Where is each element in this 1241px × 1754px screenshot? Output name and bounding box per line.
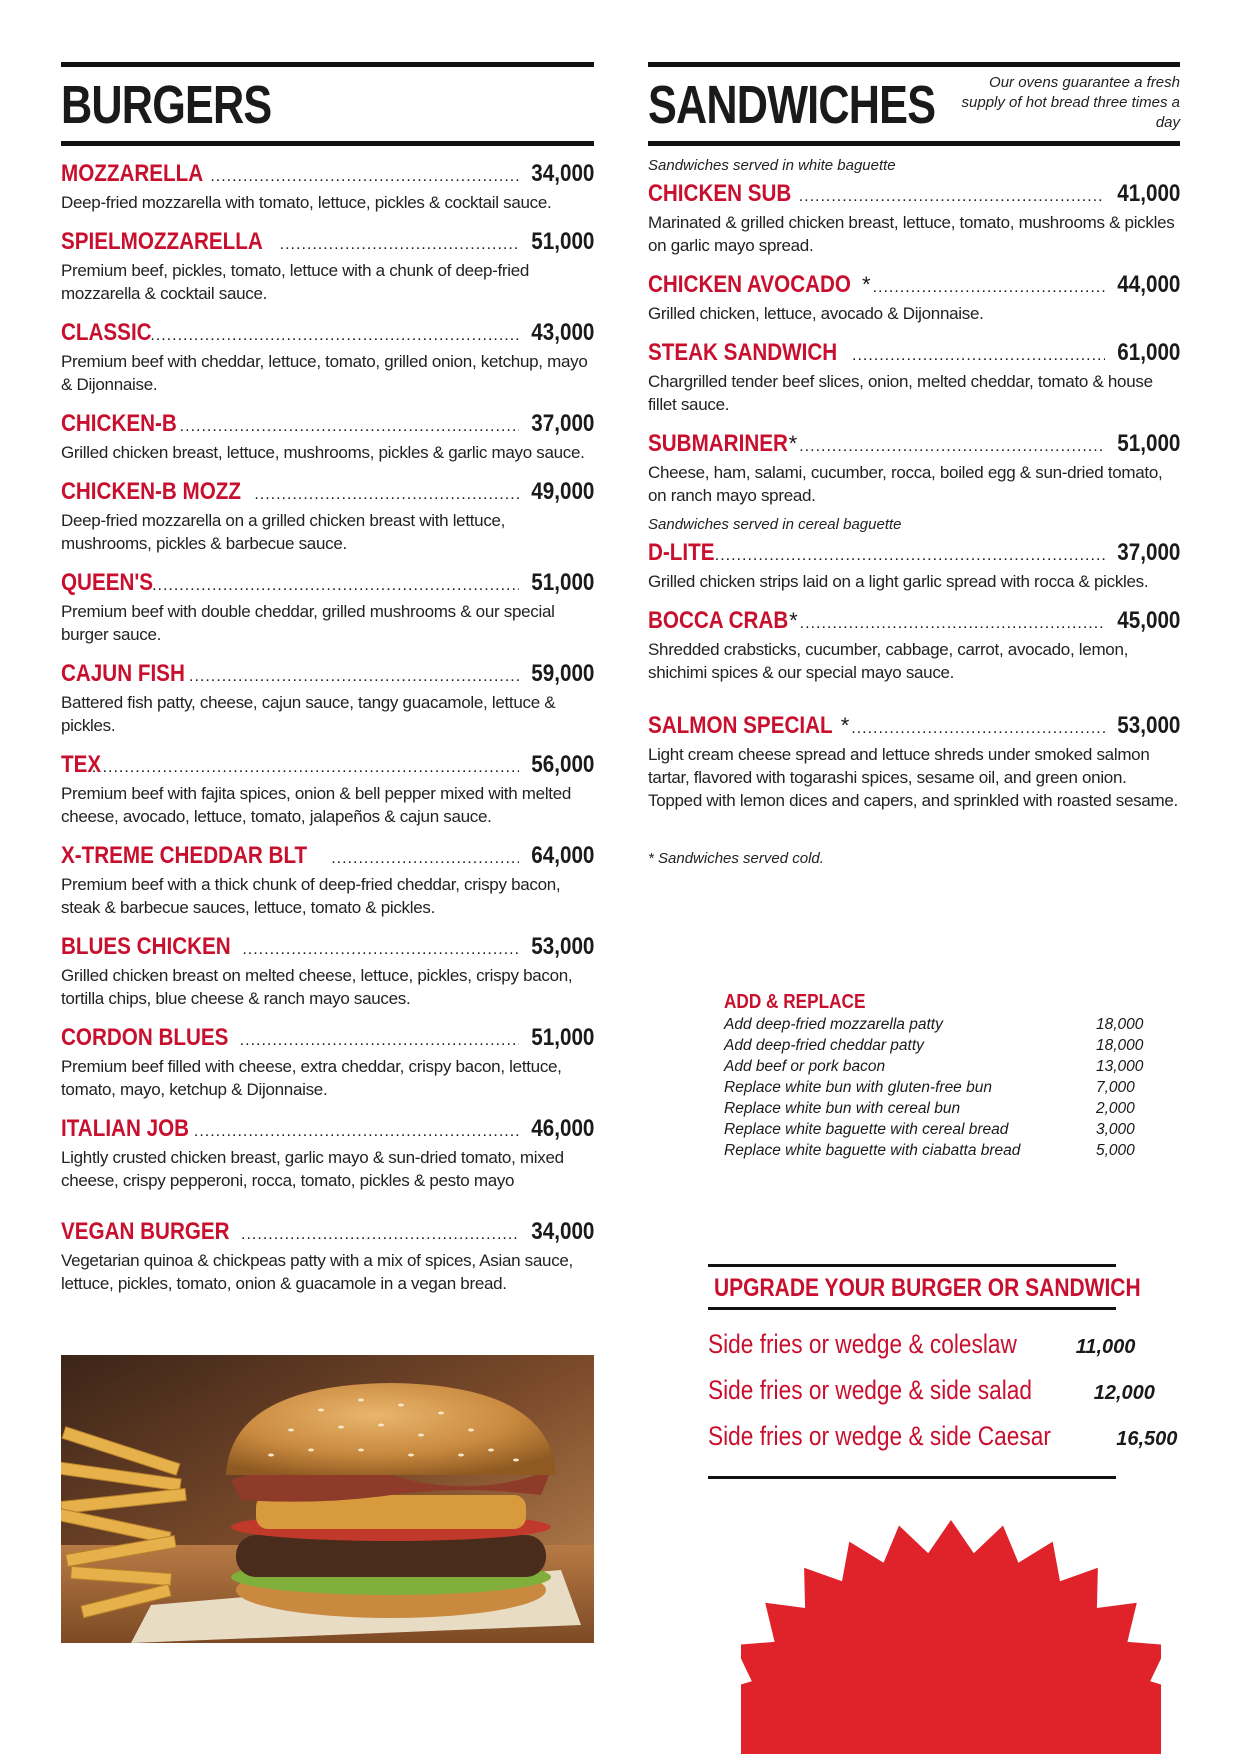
sandwiches-bread-note: Our ovens guarantee a fresh supply of hot bread three times a day (961, 74, 1180, 131)
menu-item-header (648, 539, 1180, 570)
dot-leader (194, 1118, 519, 1146)
cold-footnote: * Sandwiches served cold. (648, 850, 824, 867)
menu-item-name: CHICKEN AVOCADO (648, 271, 851, 298)
menu-item-header (648, 430, 1180, 461)
dot-leader (210, 163, 518, 191)
add-replace-label: Add deep-fried mozzarella patty (724, 1016, 943, 1033)
menu-item-description: Battered fish patty, cheese, cajun sauce, tangy guacamole, lettuce & pickles. (61, 693, 556, 735)
menu-item-header (648, 339, 1180, 370)
menu-item-price: 51,000 (530, 228, 594, 255)
menu-item-name: TEX (61, 751, 102, 778)
starburst-decoration (741, 1500, 1161, 1754)
upgrade-header (708, 1264, 1141, 1310)
add-replace-price: 18,000 (1096, 1037, 1144, 1054)
burger-list (61, 160, 594, 1295)
cereal-baguette-list (648, 539, 1180, 812)
menu-item-name: SUBMARINER (648, 430, 788, 457)
starburst-shape (741, 1500, 1161, 1754)
menu-item (61, 1024, 594, 1101)
menu-item-name: D-LITE (648, 539, 715, 566)
menu-item (61, 160, 594, 214)
dot-leader (189, 663, 519, 691)
menu-item-description: Grilled chicken strips laid on a light garlic spread with rocca & pickles. (648, 572, 1149, 591)
menu-item-price: 51,000 (530, 569, 594, 596)
menu-item-header (61, 319, 594, 350)
menu-item-price: 53,000 (530, 933, 594, 960)
menu-item-name: CLASSIC (61, 319, 152, 346)
menu-item-description: Premium beef filled with cheese, extra cheddar, crispy bacon, lettuce, tomato, mayo, ketchup & Dijonnaise. (61, 1057, 562, 1099)
upgrade-price: 12,000 (1093, 1382, 1155, 1404)
menu-item-price: 37,000 (530, 410, 594, 437)
menu-item-name: CAJUN FISH (61, 660, 185, 687)
menu-item-header (648, 607, 1180, 638)
add-replace-section (724, 990, 1154, 1161)
menu-item-description: Shredded crabsticks, cucumber, cabbage, carrot, avocado, lemon, shichimi spices & our special mayo sauce. (648, 640, 1129, 682)
dot-leader (180, 413, 519, 441)
burgers-header (61, 62, 594, 146)
menu-item-description: Premium beef with cheddar, lettuce, tomato, grilled onion, ketchup, mayo & Dijonnaise. (61, 352, 588, 394)
upgrade-row (708, 1420, 1178, 1452)
upgrade-title: UPGRADE YOUR BURGER OR SANDWICH (714, 1274, 1141, 1302)
burger-photo-illustration (61, 1355, 594, 1643)
burgers-section (61, 62, 594, 1295)
sandwiches-header (648, 62, 1180, 146)
menu-item-header (61, 478, 594, 509)
menu-item (648, 180, 1180, 257)
upgrade-price: 11,000 (1075, 1336, 1136, 1358)
menu-item-description: Grilled chicken breast, lettuce, mushrooms, pickles & garlic mayo sauce. (61, 443, 585, 462)
menu-item (648, 430, 1180, 507)
menu-item-name: X-TREME CHEDDAR BLT (61, 842, 308, 869)
menu-item-cold-mark: * (862, 272, 871, 297)
menu-item-price: 64,000 (530, 842, 594, 869)
menu-item-name: ITALIAN JOB (61, 1115, 190, 1142)
menu-item-description: Lightly crusted chicken breast, garlic mayo & sun-dried tomato, mixed cheese, crispy pepperoni, rocca, tomato, pickles & pesto mayo (61, 1148, 564, 1190)
burger-photo (61, 1355, 594, 1643)
dot-leader (799, 433, 1104, 461)
menu-item-price: 56,000 (530, 751, 594, 778)
dot-leader (799, 183, 1105, 211)
menu-item-name: STEAK SANDWICH (648, 339, 838, 366)
menu-item-description: Grilled chicken, lettuce, avocado & Dijonnaise. (648, 304, 984, 323)
menu-item-description: Deep-fried mozzarella with tomato, lettuce, pickles & cocktail sauce. (61, 193, 552, 212)
menu-item (61, 410, 594, 464)
dot-leader (709, 542, 1104, 570)
dot-leader (240, 1027, 519, 1055)
menu-item-description: Grilled chicken breast on melted cheese, lettuce, pickles, crispy bacon, tortilla chips, blue cheese & ranch mayo sauces. (61, 966, 573, 1008)
upgrade-row (708, 1374, 1155, 1406)
menu-item (61, 569, 594, 646)
menu-item-header (61, 660, 594, 691)
menu-item (648, 271, 1180, 325)
upgrade-label: Side fries or wedge & coleslaw (708, 1329, 1017, 1359)
menu-item (61, 319, 594, 396)
add-replace-price: 13,000 (1096, 1058, 1144, 1075)
add-replace-row (724, 1077, 1146, 1098)
dot-leader (331, 845, 518, 873)
menu-item-price: 59,000 (530, 660, 594, 687)
dot-leader (873, 274, 1105, 302)
menu-item-header (61, 751, 594, 782)
add-replace-title: ADD & REPLACE (724, 991, 866, 1013)
menu-item-description: Cheese, ham, salami, cucumber, rocca, boiled egg & sun-dried tomato, on ranch mayo spread. (648, 463, 1163, 505)
upgrade-bottom-rule (708, 1476, 1116, 1479)
menu-item-header (61, 842, 594, 873)
menu-item-price: 51,000 (1116, 430, 1180, 457)
upgrade-list (708, 1328, 1178, 1452)
dot-leader (280, 231, 519, 259)
menu-item-price: 34,000 (530, 1218, 594, 1245)
menu-item-price: 34,000 (530, 160, 594, 187)
menu-item-name: CHICKEN-B (61, 410, 177, 437)
add-replace-price: 2,000 (1096, 1100, 1135, 1117)
menu-item-name: SPIELMOZZARELLA (61, 228, 263, 255)
menu-item-price: 61,000 (1116, 339, 1180, 366)
add-replace-row (724, 1098, 1146, 1119)
menu-item-price: 37,000 (1116, 539, 1180, 566)
menu-item-price: 41,000 (1116, 180, 1180, 207)
menu-item-header (61, 1024, 594, 1055)
upgrade-price: 16,500 (1116, 1428, 1178, 1450)
add-replace-price: 5,000 (1096, 1142, 1135, 1159)
menu-item-name: QUEEN'S (61, 569, 154, 596)
dot-leader (241, 1221, 519, 1249)
menu-item-description: Premium beef with a thick chunk of deep-fried cheddar, crispy bacon, steak & barbecue sauces, lettuce, tomato & pickles. (61, 875, 561, 917)
menu-item-header (61, 228, 594, 259)
add-replace-row (724, 1119, 1146, 1140)
menu-item (61, 751, 594, 828)
menu-item-price: 43,000 (530, 319, 594, 346)
add-replace-list (724, 1014, 1154, 1161)
menu-item-name: CHICKEN-B MOZZ (61, 478, 242, 505)
menu-item (61, 842, 594, 919)
menu-item-name: CORDON BLUES (61, 1024, 229, 1051)
menu-item-description: Premium beef with fajita spices, onion & bell pepper mixed with melted cheese, avocado, lettuce, tomato, jalapeños & cajun sauce. (61, 784, 572, 826)
add-replace-row (724, 1056, 1146, 1077)
cereal-baguette-note: Sandwiches served in cereal baguette (648, 516, 902, 533)
add-replace-label: Replace white baguette with ciabatta bread (724, 1142, 1021, 1159)
menu-item (61, 478, 594, 555)
dot-leader (800, 610, 1105, 638)
menu-item-description: Premium beef with double cheddar, grilled mushrooms & our special burger sauce. (61, 602, 555, 644)
add-replace-row (724, 1014, 1146, 1035)
menu-item-price: 45,000 (1116, 607, 1180, 634)
menu-item-header (648, 180, 1180, 211)
add-replace-row (724, 1035, 1146, 1056)
dot-leader (242, 936, 518, 964)
menu-item-header (61, 1115, 594, 1146)
add-replace-price: 3,000 (1096, 1121, 1135, 1138)
menu-item (648, 339, 1180, 416)
add-replace-label: Add deep-fried cheddar patty (724, 1037, 924, 1054)
menu-item (61, 1115, 594, 1192)
upgrade-row (708, 1328, 1136, 1360)
sandwiches-title: SANDWICHES (648, 75, 936, 135)
add-replace-row (724, 1140, 1146, 1161)
menu-item (61, 228, 594, 305)
dot-leader (152, 572, 519, 600)
add-replace-label: Add beef or pork bacon (724, 1058, 886, 1075)
menu-item (648, 607, 1180, 684)
upgrade-label: Side fries or wedge & side Caesar (708, 1421, 1051, 1451)
add-replace-label: Replace white baguette with cereal bread (724, 1121, 1009, 1138)
menu-item (61, 933, 594, 1010)
menu-item-name: SALMON SPECIAL (648, 712, 833, 739)
upgrade-section (708, 1264, 1178, 1479)
menu-item-header (648, 712, 1180, 743)
menu-item (61, 660, 594, 737)
burgers-title: BURGERS (61, 75, 272, 135)
menu-item (648, 539, 1180, 593)
menu-item-cold-mark: * (789, 608, 798, 633)
menu-item-name: CHICKEN SUB (648, 180, 792, 207)
menu-item-header (648, 271, 1180, 302)
add-replace-label: Replace white bun with cereal bun (724, 1100, 961, 1117)
dot-leader (150, 322, 518, 350)
menu-item-header (61, 410, 594, 441)
menu-item-header (61, 160, 594, 191)
menu-item-description: Chargrilled tender beef slices, onion, melted cheddar, tomato & house fillet sauce. (648, 372, 1153, 414)
menu-item-description: Vegetarian quinoa & chickpeas patty with a mix of spices, Asian sauce, lettuce, pickles, tomato, onion & guacamole in a vegan bread. (61, 1251, 573, 1293)
menu-item-price: 46,000 (530, 1115, 594, 1142)
dot-leader (92, 754, 519, 782)
menu-item-header (61, 1218, 594, 1249)
menu-item-header (61, 569, 594, 600)
menu-item-description: Marinated & grilled chicken breast, lettuce, tomato, mushrooms & pickles on garlic mayo spread. (648, 213, 1175, 255)
white-baguette-list (648, 180, 1180, 507)
menu-item-price: 53,000 (1116, 712, 1180, 739)
menu-item-name: BLUES CHICKEN (61, 933, 231, 960)
menu-item-cold-mark: * (788, 431, 798, 456)
add-replace-label: Replace white bun with gluten-free bun (724, 1079, 992, 1096)
menu-item-price: 51,000 (530, 1024, 594, 1051)
menu-item-description: Deep-fried mozzarella on a grilled chicken breast with lettuce, mushrooms, pickles & barbecue sauce. (61, 511, 506, 553)
menu-item-description: Premium beef, pickles, tomato, lettuce with a chunk of deep-fried mozzarella & cocktail sauce. (61, 261, 530, 303)
sandwiches-section (648, 62, 1180, 867)
menu-item-cold-mark: * (840, 713, 850, 738)
menu-item (61, 1218, 594, 1295)
upgrade-label: Side fries or wedge & side salad (708, 1375, 1033, 1405)
menu-item-name: MOZZARELLA (61, 160, 204, 187)
dot-leader (852, 342, 1105, 370)
dot-leader (851, 715, 1104, 743)
menu-item (648, 712, 1180, 812)
dot-leader (254, 481, 518, 509)
add-replace-price: 18,000 (1096, 1016, 1144, 1033)
white-baguette-note: Sandwiches served in white baguette (648, 157, 896, 174)
add-replace-price: 7,000 (1096, 1079, 1135, 1096)
menu-item-description: Light cream cheese spread and lettuce shreds under smoked salmon tartar, flavored with togarashi spices, sesame oil, and green onion. Topped with lemon dices and capers, and sprinkled with roasted sesame. (648, 745, 1178, 810)
menu-item-name: VEGAN BURGER (61, 1218, 230, 1245)
menu-item-price: 49,000 (530, 478, 594, 505)
menu-item-price: 44,000 (1116, 271, 1180, 298)
menu-item-header (61, 933, 594, 964)
menu-item-name: BOCCA CRAB (648, 607, 789, 634)
